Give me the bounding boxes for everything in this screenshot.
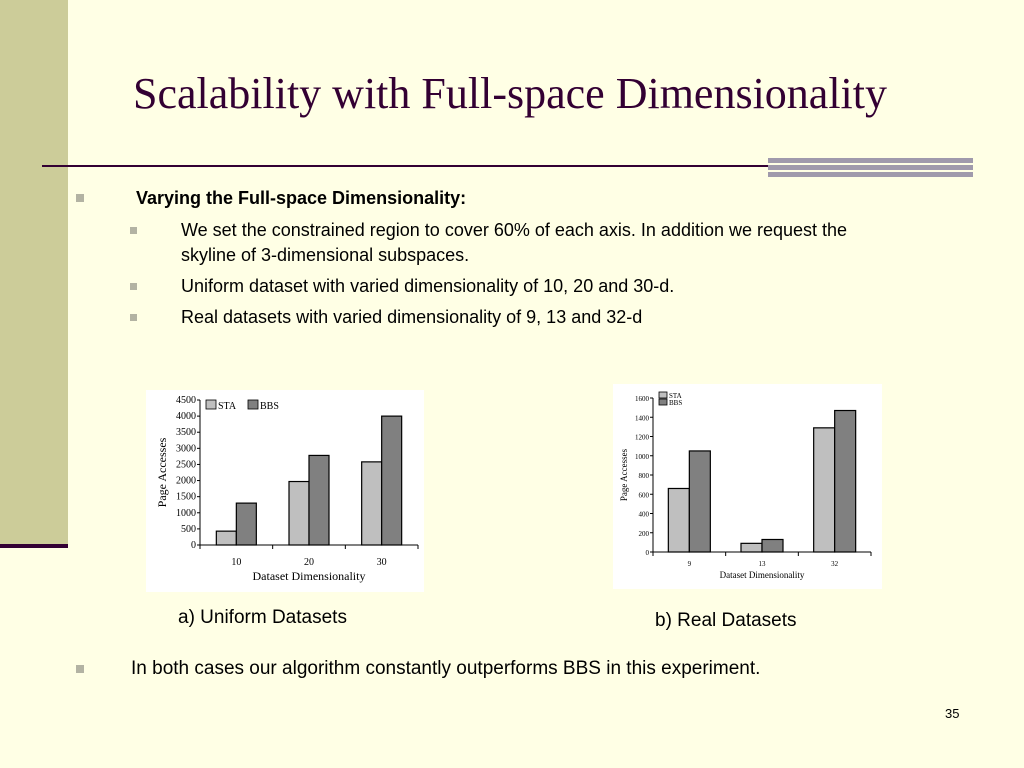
y-tick-label: 2500 xyxy=(176,459,196,471)
y-tick-label: 1200 xyxy=(635,433,649,442)
y-tick-label: 1500 xyxy=(176,491,196,503)
bullet-marker xyxy=(76,194,84,202)
y-axis-label: Page Accesses xyxy=(619,448,629,502)
y-tick-label: 1600 xyxy=(635,395,649,403)
caption-uniform: a) Uniform Datasets xyxy=(178,607,347,628)
sidebar-accent-line xyxy=(0,544,68,548)
bar-sta xyxy=(362,462,382,545)
sub-bullet-text: Uniform dataset with varied dimensionality of 10, 20 and 30-d. xyxy=(181,276,675,296)
y-tick-label: 1400 xyxy=(635,414,649,423)
bar-bbs xyxy=(762,539,783,552)
bar-bbs xyxy=(309,455,329,545)
conclusion-text: In both cases our algorithm constantly outperforms BBS in this experiment. xyxy=(131,658,761,679)
legend-swatch xyxy=(206,400,216,409)
sub-bullet-text: We set the constrained region to cover 60% of each axis. In addition we request the xyxy=(181,220,848,240)
sub-bullet-text: Real datasets with varied dimensionality of 9, 13 and 32-d xyxy=(181,307,643,327)
x-axis-label: Dataset Dimensionality xyxy=(252,569,366,583)
legend-swatch xyxy=(659,392,667,398)
x-tick-label: 20 xyxy=(304,557,314,568)
chart-real-svg xyxy=(613,384,882,589)
sub-bullet-marker xyxy=(130,227,137,234)
y-tick-label: 4000 xyxy=(176,411,196,423)
legend-label: STA xyxy=(669,392,682,400)
x-axis-label: Dataset Dimensionality xyxy=(719,570,805,580)
bar-sta xyxy=(668,488,689,552)
y-tick-label: 0 xyxy=(191,540,196,551)
x-tick-label: 9 xyxy=(687,560,692,568)
bar-bbs xyxy=(236,503,256,545)
y-tick-label: 200 xyxy=(638,529,649,538)
page-number: 35 xyxy=(945,706,960,721)
chart-real-datasets xyxy=(613,384,882,589)
y-tick-label: 0 xyxy=(645,549,649,557)
sub-bullet-text: skyline of 3-dimensional subspaces. xyxy=(181,245,470,265)
sub-bullet-marker xyxy=(130,314,137,321)
chart-uniform-svg xyxy=(146,390,424,592)
y-tick-label: 2000 xyxy=(176,475,196,487)
y-tick-label: 4500 xyxy=(176,395,196,406)
y-axis-label: Page Accesses xyxy=(155,437,169,508)
y-tick-label: 600 xyxy=(638,491,649,500)
y-tick-label: 3500 xyxy=(176,427,196,439)
bar-sta xyxy=(216,531,236,545)
sub-bullet-marker xyxy=(130,283,137,290)
legend-label: STA xyxy=(218,401,237,412)
x-tick-label: 13 xyxy=(758,560,766,568)
y-tick-label: 1000 xyxy=(176,507,196,519)
x-tick-label: 10 xyxy=(231,557,242,568)
bar-sta xyxy=(289,482,309,545)
bar-bbs xyxy=(835,411,856,552)
legend-swatch xyxy=(659,399,667,405)
bar-bbs xyxy=(382,416,402,545)
y-tick-label: 800 xyxy=(638,472,649,480)
bullet-heading: Varying the Full-space Dimensionality: xyxy=(136,188,467,208)
x-tick-label: 32 xyxy=(831,560,839,568)
y-tick-label: 1000 xyxy=(635,452,649,461)
y-tick-label: 500 xyxy=(181,523,196,535)
chart-uniform-datasets xyxy=(146,390,424,592)
slide-title: Scalability with Full-space Dimensionality xyxy=(133,69,887,118)
bullet-marker xyxy=(76,665,84,673)
caption-real: b) Real Datasets xyxy=(655,610,797,631)
legend-swatch xyxy=(248,400,258,409)
bar-bbs xyxy=(689,451,710,552)
y-tick-label: 3000 xyxy=(176,443,196,455)
legend-label: BBS xyxy=(669,399,683,407)
bar-sta xyxy=(814,428,835,552)
y-tick-label: 400 xyxy=(638,510,649,519)
x-tick-label: 30 xyxy=(376,557,387,568)
bar-sta xyxy=(741,543,762,552)
legend-label: BBS xyxy=(260,401,279,412)
title-rule-block xyxy=(768,158,973,179)
